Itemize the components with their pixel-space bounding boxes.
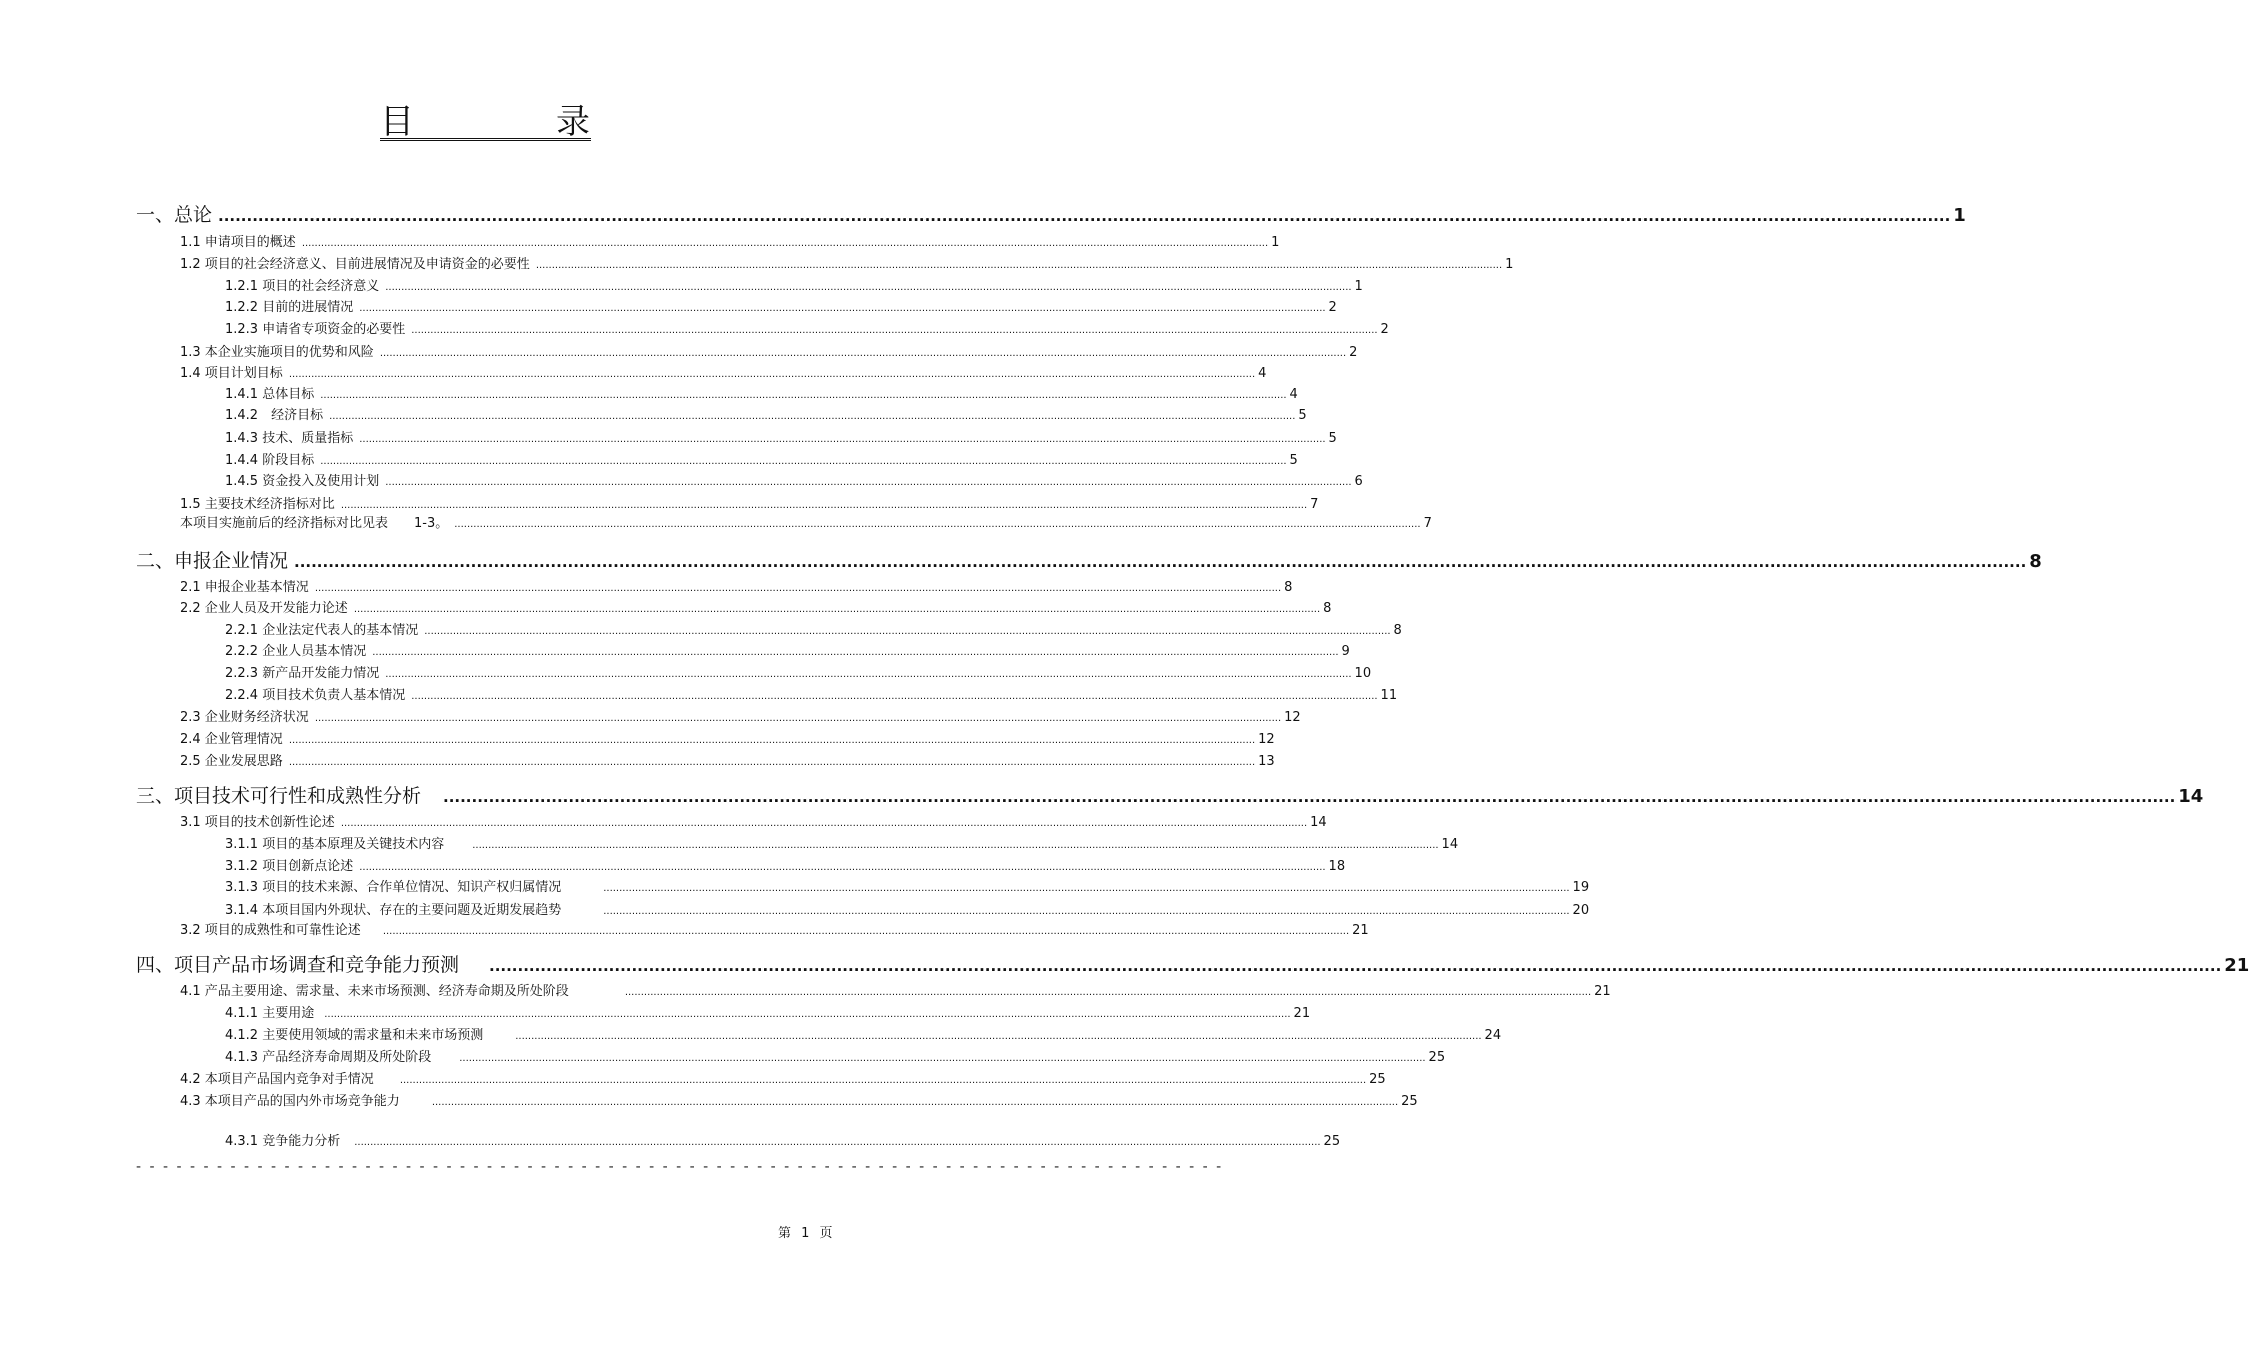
toc-entry[interactable] bbox=[180, 597, 1332, 616]
page-number-footer: 第 1 页 bbox=[778, 1226, 833, 1241]
toc-entry[interactable] bbox=[225, 427, 1337, 446]
toc-entry-title: 2.2.3 新产品开发能力情况 bbox=[225, 666, 380, 681]
toc-entry-title: 3.1.4 本项目国内外现状、存在的主要问题及近期发展趋势 bbox=[225, 903, 562, 918]
toc-entry-title: 4.1 产品主要用途、需求量、未来市场预测、经济寿命期及所处阶段 bbox=[180, 984, 569, 999]
toc-leader-dots bbox=[405, 325, 1380, 336]
toc-entry[interactable] bbox=[225, 275, 1363, 294]
toc-entry-title: 3.1.1 项目的基本原理及关键技术内容 bbox=[225, 837, 445, 852]
toc-leader-dots bbox=[314, 1009, 1293, 1020]
toc-leader-dots bbox=[361, 926, 1352, 937]
toc-leader-dots bbox=[374, 1075, 1369, 1086]
toc-page-number: 8 bbox=[1323, 601, 1332, 616]
toc-entry-title: 3.2 项目的成熟性和可靠性论述 bbox=[180, 923, 361, 938]
toc-leader-dots bbox=[283, 735, 1258, 746]
toc-page-number: 21 bbox=[1293, 1006, 1311, 1021]
toc-entry-title: 1.2.3 申请省专项资金的必要性 bbox=[225, 322, 406, 337]
toc-entry[interactable] bbox=[225, 619, 1402, 638]
page-title-char-2: 录 bbox=[556, 102, 590, 142]
toc-page-number: 6 bbox=[1354, 474, 1363, 489]
toc-leader-dots bbox=[405, 691, 1380, 702]
toc-page-number: 14 bbox=[2178, 786, 2204, 807]
toc-entry[interactable] bbox=[180, 253, 1514, 272]
toc-entry[interactable] bbox=[180, 493, 1319, 512]
toc-leader-dots bbox=[340, 1137, 1323, 1148]
toc-leader-dots bbox=[212, 207, 1953, 225]
toc-entry-title: 三、项目技术可行性和成熟性分析 bbox=[136, 785, 422, 807]
toc-page-number: 8 bbox=[1284, 580, 1293, 595]
toc-entry-title: 4.2 本项目产品国内竞争对手情况 bbox=[180, 1072, 374, 1087]
toc-leader-dots bbox=[448, 519, 1423, 530]
toc-page-number: 11 bbox=[1380, 688, 1398, 703]
toc-page-number: 1 bbox=[1505, 257, 1514, 272]
toc-entry-title: 1.2.2 目前的进展情况 bbox=[225, 300, 354, 315]
toc-entry[interactable] bbox=[180, 811, 1327, 830]
toc-page-number: 12 bbox=[1258, 732, 1275, 747]
toc-page-number: 21 bbox=[1352, 923, 1369, 938]
toc-entry-title: 2.2.2 企业人员基本情况 bbox=[225, 644, 367, 659]
page-title-char-1: 目 bbox=[380, 102, 414, 142]
toc-page-number: 13 bbox=[1258, 754, 1275, 769]
toc-page-number: 18 bbox=[1328, 859, 1346, 874]
toc-entry[interactable] bbox=[136, 950, 2249, 977]
toc-entry[interactable] bbox=[136, 781, 2204, 808]
toc-page-number: 25 bbox=[1401, 1094, 1418, 1109]
toc-page-number: 2 bbox=[1349, 345, 1358, 360]
toc-leader-dots bbox=[353, 434, 1328, 445]
toc-entry-title: 1.1 申请项目的概述 bbox=[180, 235, 296, 250]
toc-page-number: 25 bbox=[1428, 1050, 1446, 1065]
toc-page-number: 25 bbox=[1369, 1072, 1386, 1087]
toc-entry[interactable] bbox=[180, 231, 1280, 250]
toc-entry-title: 2.2 企业人员及开发能力论述 bbox=[180, 601, 348, 616]
toc-page-number: 7 bbox=[1310, 497, 1319, 512]
toc-page-number: 7 bbox=[1423, 516, 1432, 531]
toc-leader-dots bbox=[296, 238, 1271, 249]
toc-entry-title: 3.1.2 项目创新点论述 bbox=[225, 859, 354, 874]
toc-entry-title: 1.5 主要技术经济指标对比 bbox=[180, 497, 335, 512]
toc-entry[interactable] bbox=[225, 899, 1590, 918]
toc-leader-dots bbox=[418, 626, 1393, 637]
toc-entry-title: 1.2.1 项目的社会经济意义 bbox=[225, 279, 380, 294]
toc-entry[interactable] bbox=[225, 1130, 1341, 1149]
toc-entry-title: 2.4 企业管理情况 bbox=[180, 732, 283, 747]
toc-entry[interactable] bbox=[180, 706, 1301, 725]
toc-leader-dots bbox=[353, 303, 1328, 314]
toc-entry-title: 2.3 企业财务经济状况 bbox=[180, 710, 309, 725]
toc-leader-dots bbox=[483, 1031, 1484, 1042]
toc-page-number: 4 bbox=[1258, 366, 1267, 381]
toc-page-number: 9 bbox=[1341, 644, 1350, 659]
toc-leader-dots bbox=[309, 583, 1284, 594]
toc-leader-dots bbox=[459, 957, 2224, 975]
toc-leader-dots bbox=[348, 604, 1323, 615]
toc-entry[interactable] bbox=[225, 383, 1298, 402]
toc-entry-title: 3.1.3 项目的技术来源、合作单位情况、知识产权归属情况 bbox=[225, 880, 562, 895]
toc-entry[interactable] bbox=[225, 684, 1398, 703]
toc-page-number: 25 bbox=[1323, 1134, 1341, 1149]
toc-leader-dots bbox=[288, 553, 2029, 571]
toc-page-number: 19 bbox=[1572, 880, 1590, 895]
toc-entry-title: 4.1.1 主要用途 bbox=[225, 1006, 315, 1021]
toc-leader-dots bbox=[283, 757, 1258, 768]
toc-entry[interactable] bbox=[180, 919, 1369, 938]
toc-leader-dots bbox=[561, 906, 1572, 917]
toc-entry[interactable] bbox=[180, 362, 1267, 381]
toc-page-number: 1 bbox=[1354, 279, 1363, 294]
toc-leader-dots bbox=[444, 840, 1441, 851]
toc-leader-dots bbox=[569, 987, 1594, 998]
toc-entry[interactable] bbox=[180, 512, 1432, 531]
toc-entry-title: 1.4.2 经济目标 bbox=[225, 408, 324, 423]
toc-page-number: 12 bbox=[1284, 710, 1301, 725]
toc-entry[interactable] bbox=[225, 404, 1307, 423]
toc-entry[interactable] bbox=[225, 855, 1346, 874]
toc-leader-dots bbox=[400, 1097, 1401, 1108]
toc-page-number: 2 bbox=[1380, 322, 1389, 337]
toc-entry[interactable] bbox=[136, 546, 2042, 573]
toc-leader-dots bbox=[379, 669, 1354, 680]
toc-leader-dots bbox=[379, 477, 1354, 488]
toc-page-number: 5 bbox=[1298, 408, 1307, 423]
toc-leader-dots bbox=[353, 862, 1328, 873]
toc-page-number: 10 bbox=[1354, 666, 1372, 681]
toc-leader-dots bbox=[379, 282, 1354, 293]
toc-leader-dots bbox=[314, 456, 1289, 467]
toc-page-number: 20 bbox=[1572, 903, 1590, 918]
toc-entry-title: 二、申报企业情况 bbox=[136, 550, 289, 572]
toc-entry-title: 2.2.4 项目技术负责人基本情况 bbox=[225, 688, 406, 703]
toc-entry-title: 1.4.4 阶段目标 bbox=[225, 453, 315, 468]
toc-leader-dots bbox=[421, 788, 2178, 806]
toc-leader-dots bbox=[323, 411, 1298, 422]
toc-page-number: 24 bbox=[1484, 1028, 1502, 1043]
toc-leader-dots bbox=[309, 713, 1284, 724]
toc-entry[interactable] bbox=[180, 341, 1358, 360]
toc-entry[interactable] bbox=[225, 662, 1372, 681]
toc-page-number: 21 bbox=[1594, 984, 1611, 999]
toc-entry-title: 4.3.1 竞争能力分析 bbox=[225, 1134, 341, 1149]
toc-page-number: 1 bbox=[1953, 205, 1966, 226]
toc-entry-title: 1.4.3 技术、质量指标 bbox=[225, 431, 354, 446]
toc-entry-title: 1.4.1 总体目标 bbox=[225, 387, 315, 402]
toc-page-number: 5 bbox=[1289, 453, 1298, 468]
toc-entry-title: 1.2 项目的社会经济意义、目前进展情况及申请资金的必要性 bbox=[180, 257, 530, 272]
toc-entry-title: 1.3 本企业实施项目的优势和风险 bbox=[180, 345, 374, 360]
toc-entry[interactable] bbox=[225, 296, 1337, 315]
toc-leader-dots bbox=[335, 500, 1310, 511]
toc-entry-title: 4.1.3 产品经济寿命周期及所处阶段 bbox=[225, 1050, 432, 1065]
page-break-dashed-line: - - - - - - - - - - - - - - - - - - - - - - - - - - - - - - - - - - - - - - - - - - - - - - - - - - - - - - - - - - - - - - - - - - - - - - - - - - - - - - - - - bbox=[136, 1159, 1224, 1175]
toc-entry[interactable] bbox=[180, 980, 1611, 999]
toc-entry-title: 2.5 企业发展思路 bbox=[180, 754, 283, 769]
toc-page-number: 21 bbox=[2224, 955, 2249, 976]
toc-leader-dots bbox=[374, 348, 1349, 359]
toc-entry[interactable] bbox=[180, 1068, 1386, 1087]
toc-entry-title: 1.4 项目计划目标 bbox=[180, 366, 283, 381]
toc-entry-title: 一、总论 bbox=[136, 204, 213, 226]
toc-leader-dots bbox=[561, 883, 1572, 894]
toc-entry[interactable] bbox=[225, 1024, 1502, 1043]
toc-page-number: 8 bbox=[2029, 551, 2042, 572]
toc-leader-dots bbox=[283, 369, 1258, 380]
toc-entry[interactable] bbox=[225, 833, 1459, 852]
toc-entry-title: 四、项目产品市场调查和竞争能力预测 bbox=[136, 954, 460, 976]
toc-leader-dots bbox=[366, 647, 1341, 658]
toc-page-number: 8 bbox=[1393, 623, 1402, 638]
toc-entry-title: 1.4.5 资金投入及使用计划 bbox=[225, 474, 380, 489]
toc-page-number: 14 bbox=[1441, 837, 1459, 852]
toc-entry-title: 3.1 项目的技术创新性论述 bbox=[180, 815, 335, 830]
toc-entry-title: 4.1.2 主要使用领域的需求量和未来市场预测 bbox=[225, 1028, 484, 1043]
toc-page-number: 5 bbox=[1328, 431, 1337, 446]
toc-entry[interactable] bbox=[136, 200, 1966, 227]
toc-entry[interactable] bbox=[225, 470, 1363, 489]
toc-page-number: 1 bbox=[1271, 235, 1280, 250]
toc-entry[interactable] bbox=[180, 576, 1293, 595]
toc-entry[interactable] bbox=[225, 876, 1590, 895]
toc-entry[interactable] bbox=[225, 1046, 1446, 1065]
toc-leader-dots bbox=[530, 260, 1505, 271]
toc-entry[interactable] bbox=[180, 750, 1275, 769]
toc-entry[interactable] bbox=[225, 1002, 1311, 1021]
toc-entry[interactable] bbox=[180, 1090, 1418, 1109]
toc-entry-title: 2.1 申报企业基本情况 bbox=[180, 580, 309, 595]
toc-entry-title: 4.3 本项目产品的国内外市场竞争能力 bbox=[180, 1094, 400, 1109]
toc-entry-title: 本项目实施前后的经济指标对比见表 1-3。 bbox=[180, 516, 449, 531]
toc-entry[interactable] bbox=[180, 728, 1275, 747]
toc-page-number: 4 bbox=[1289, 387, 1298, 402]
toc-page-number: 14 bbox=[1310, 815, 1327, 830]
toc-page-number: 2 bbox=[1328, 300, 1337, 315]
toc-entry-title: 2.2.1 企业法定代表人的基本情况 bbox=[225, 623, 419, 638]
toc-leader-dots bbox=[314, 390, 1289, 401]
toc-entry[interactable] bbox=[225, 318, 1389, 337]
toc-leader-dots bbox=[431, 1053, 1428, 1064]
toc-entry[interactable] bbox=[225, 640, 1350, 659]
toc-entry[interactable] bbox=[225, 449, 1298, 468]
toc-leader-dots bbox=[335, 818, 1310, 829]
